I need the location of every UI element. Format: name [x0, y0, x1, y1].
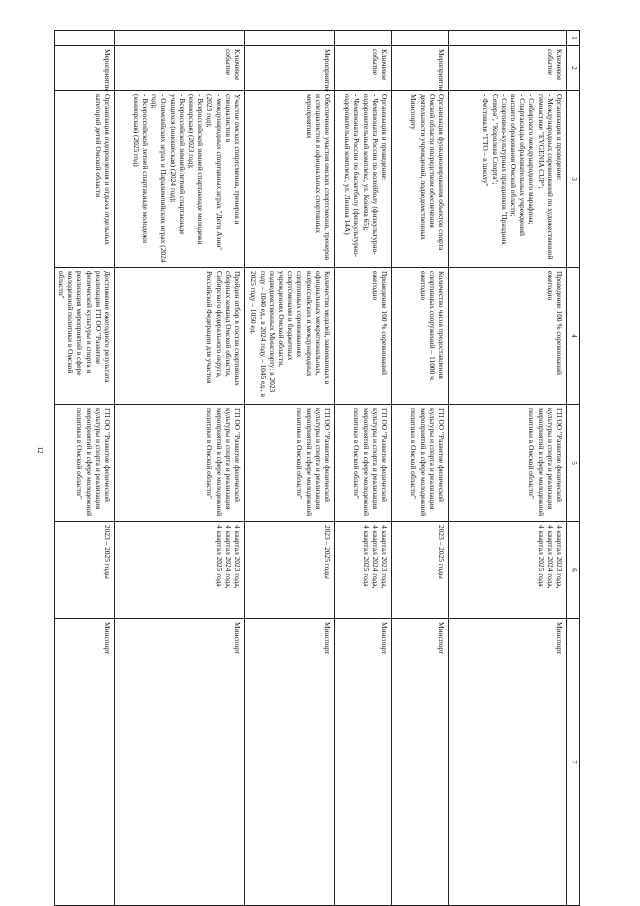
program-cell: ГП ОО "Развитие физической культуры и спорта и реализация мероприятий в сфере молодежной политики в Омской области"	[245, 405, 335, 522]
page-number: 12	[36, 446, 44, 454]
activity-cell: Организация функционирования объектов спорта Омской области посредством обеспечения деятельности учреждений, подведомственных Минспорту	[392, 91, 449, 268]
program-cell: ГП ОО "Развитие физической культуры и спорта и реализация мероприятий в сфере молодежной политики в Омской области"	[392, 405, 449, 522]
plan-table	[54, 30, 580, 906]
row-number-cell	[245, 31, 335, 46]
activity-cell: Организация и проведение: - Чемпионата России по волейболу (физкультурно-оздоровительный комплекс, ул. Конева 65); - Чемпионата России по баскетболу (физкультурно-оздоровительный комплекс, ул. Лизина 14А)	[335, 91, 392, 268]
row-number-cell	[392, 31, 449, 46]
term-cell: 4 квартал 2023 года, 4 квартал 2024 года, 4 квартал 2025 года	[115, 522, 245, 619]
program-cell: ГП ОО "Развитие физической культуры и спорта и реализация мероприятий в сфере молодежной политики в Омской области"	[115, 405, 245, 522]
type-cell: Мероприятие	[245, 46, 335, 91]
type-cell: Мероприятие	[392, 46, 449, 91]
table-row	[115, 31, 245, 906]
activity-cell: Обеспечение участия омских спортсменов, тренеров и специалистов в официальных спортивных мероприятиях	[245, 91, 335, 268]
table-row	[392, 31, 449, 906]
responsible-cell: Минспорт	[245, 619, 335, 906]
header-col-4: 4	[567, 268, 580, 405]
term-cell: 2023 – 2025 годы	[245, 522, 335, 619]
table-row	[245, 31, 335, 906]
term-cell: 2023 – 2025 годы	[54, 522, 114, 619]
responsible-cell: Минспорт	[449, 619, 567, 906]
header-col-6: 6	[567, 522, 580, 619]
type-cell: Ключевое событие	[115, 46, 245, 91]
row-number-cell	[449, 31, 567, 46]
rotated-table-wrapper	[56, 30, 580, 880]
activity-cell: Организация и проведение: - Международных соревнований по художественной гимнастике "EVGENIA CUP"; - Сибирского международного марафона; - Спартакиады образовательных учреждений высшего образования Омской области; - Спортивно-культурных праздников "Праздник Севера", "Королева Спорта"; - Фестиваля "ГТО – в школу"	[449, 91, 567, 268]
header-col-7: 7	[567, 619, 580, 906]
responsible-cell: Минспорт	[54, 619, 114, 906]
row-number-cell	[54, 31, 114, 46]
term-cell: 4 квартал 2023 года, 4 квартал 2024 года, 4 квартал 2025 года	[449, 522, 567, 619]
row-number-cell	[115, 31, 245, 46]
activity-cell: Организация оздоровления и отдыха отдельных категорий детей Омской области	[54, 91, 114, 268]
responsible-cell: Минспорт	[392, 619, 449, 906]
result-cell: Количество медалей, завоеванных в официальных межрегиональных, всероссийских и международных спортивных соревнованиях спортсменами и бюджетных учреждениях Омской области, подведомственных Минспорту: в 2023 году – 1040 ед., в 2024 году – 1045 ед., в 2025 году – 1050 ед.	[245, 268, 335, 405]
table-row	[335, 31, 392, 906]
header-col-3: 3	[567, 91, 580, 268]
header-col-5: 5	[567, 405, 580, 522]
header-col-2: 2	[567, 46, 580, 91]
result-cell: Достижение ежегодного результата реализации ГП ОО "Развитие физической культуры и спорта и реализация мероприятий в сфере молодежной политики в Омской области"	[54, 268, 114, 405]
type-cell: Ключевое событие	[449, 46, 567, 91]
header-row	[567, 31, 580, 906]
program-cell: ГП ОО "Развитие физической культуры и спорта и реализация мероприятий в сфере молодежной политики в Омской области"	[449, 405, 567, 522]
type-cell: Мероприятие	[54, 46, 114, 91]
activity-cell: Участие омских спортсменов, тренеров и специалистов в - международных спортивных играх "Дети Азии" (2023 год); - Всероссийской зимней спартакиаде молодежи (юниорская) (2023 год); - Всероссийской зимней/летней спартакиаде учащихся (юношеская) (2024 год); - Олимпийских играх и Паралимпийских играх (2024 год); - Всероссийской летней спартакиаде молодежи (юниорская) (2025 год)	[115, 91, 245, 268]
result-cell: Проведение 100 % соревнований ежегодно	[449, 268, 567, 405]
program-cell: ГП ОО "Развитие физической культуры и спорта и реализация мероприятий в сфере молодежной политики в Омской области"	[335, 405, 392, 522]
program-cell: ГП ОО "Развитие физической культуры и спорта и реализация мероприятий в сфере молодежной политики в Омской области"	[54, 405, 114, 522]
table-row	[449, 31, 567, 906]
table-row	[54, 31, 114, 906]
term-cell: 4 квартал 2023 года, 4 квартал 2024 года, 4 квартал 2025 года	[335, 522, 392, 619]
type-cell: Ключевое событие	[335, 46, 392, 91]
term-cell: 2023 – 2025 годы	[392, 522, 449, 619]
responsible-cell: Минспорт	[115, 619, 245, 906]
header-col-1: 1	[567, 31, 580, 46]
result-cell: Пройден отбор в состав спортивных сборных команд Омской области, Сибирского федерального округа, Российской Федерации для участия	[115, 268, 245, 405]
row-number-cell	[335, 31, 392, 46]
result-cell: Количество часов предоставления спортивных сооружений – 11000 ч. ежегодно	[392, 268, 449, 405]
responsible-cell: Минспорт	[335, 619, 392, 906]
result-cell: Проведение 100 % соревнований ежегодно	[335, 268, 392, 405]
